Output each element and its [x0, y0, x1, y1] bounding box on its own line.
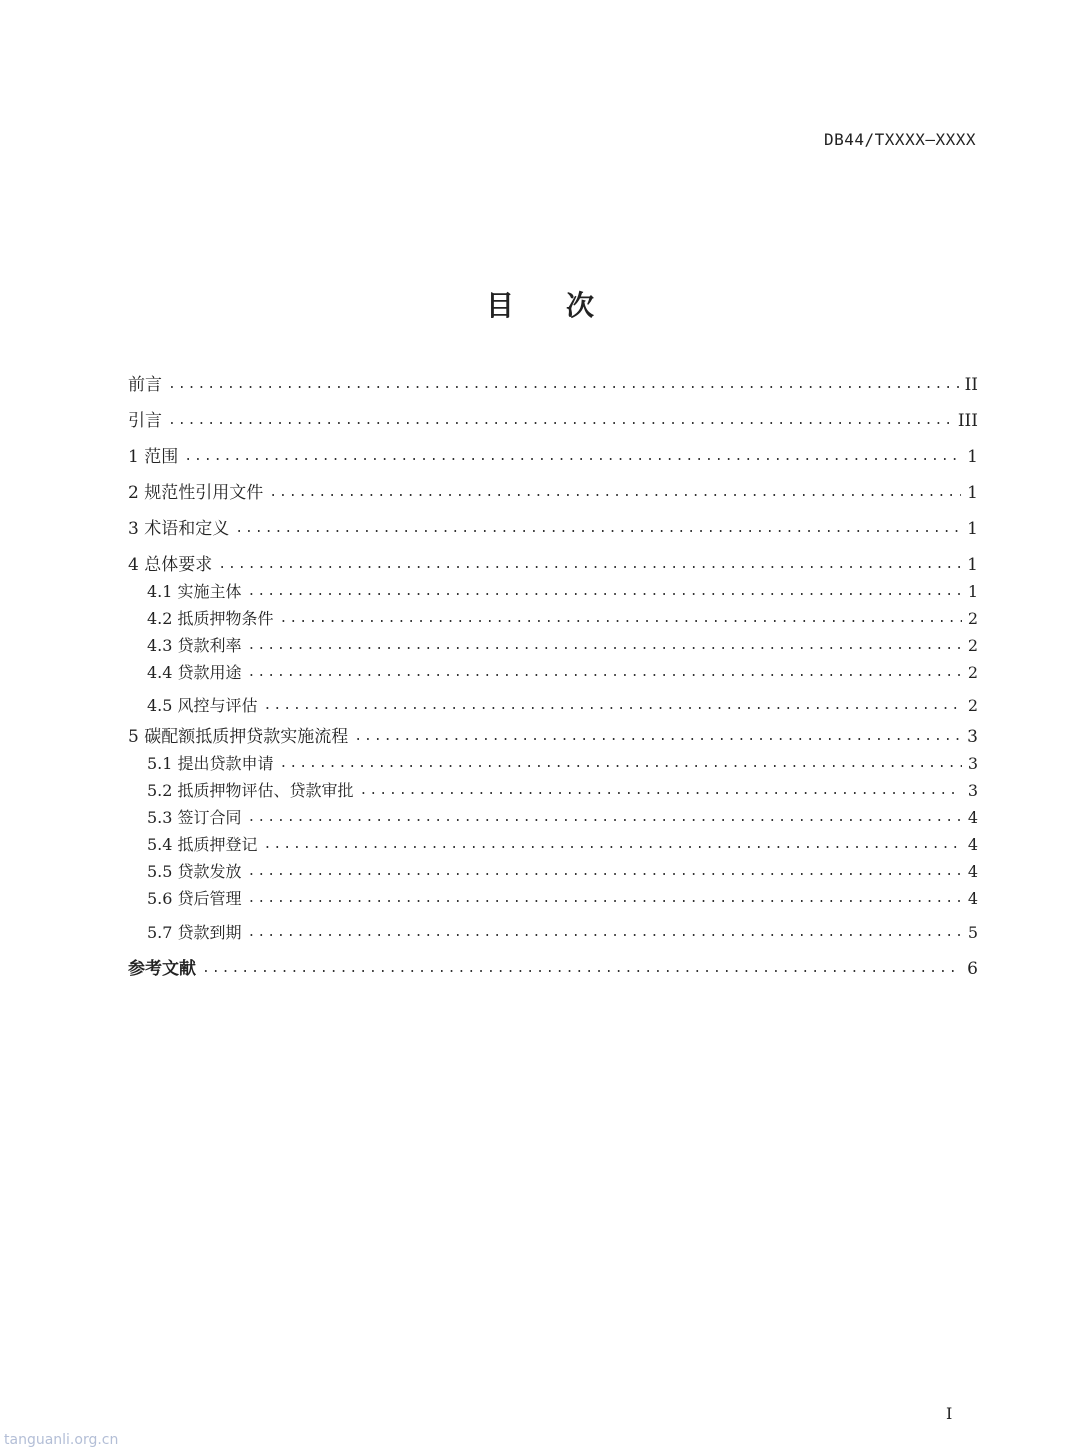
toc-entry[interactable]: [128, 468, 978, 504]
toc-entry-page: 2: [967, 696, 978, 715]
toc-entry-page: 1: [967, 483, 978, 503]
toc-subentry[interactable]: [128, 856, 978, 883]
toc-entry-label: 3 术语和定义: [128, 519, 230, 539]
toc-entry-label: 5.6 贷后管理: [147, 889, 242, 908]
toc-entry-references[interactable]: [128, 944, 978, 980]
toc-entry-label: 5.4 抵质押登记: [147, 835, 258, 854]
toc-entry-page: 4: [967, 808, 978, 827]
toc-leader-dots: [264, 695, 962, 717]
toc-leader-dots: [248, 888, 962, 910]
toc-entry-page: 2: [967, 636, 978, 655]
toc-entry-label: 5.7 贷款到期: [147, 923, 242, 942]
document-code: DB44/TXXXX—XXXX: [824, 130, 976, 149]
toc-subentry[interactable]: [128, 657, 978, 684]
toc-entry[interactable]: [128, 717, 978, 748]
toc-leader-dots: [248, 581, 962, 603]
table-of-contents: [128, 360, 978, 980]
toc-entry-label: 4.1 实施主体: [147, 582, 242, 601]
toc-subentry[interactable]: [128, 630, 978, 657]
toc-subentry[interactable]: [128, 603, 978, 630]
toc-entry-page: 4: [967, 862, 978, 881]
toc-leader-dots: [184, 446, 961, 468]
toc-entry[interactable]: [128, 540, 978, 576]
toc-entry[interactable]: [128, 396, 978, 432]
toc-entry-page: 2: [967, 609, 978, 628]
toc-title-char-1: 目: [485, 289, 514, 322]
toc-entry-label: 参考文献: [128, 959, 196, 979]
toc-entry-page: 2: [967, 663, 978, 682]
toc-leader-dots: [248, 922, 962, 944]
toc-subentry[interactable]: [128, 829, 978, 856]
toc-leader-dots: [264, 834, 962, 856]
toc-entry-page: 5: [967, 923, 978, 942]
toc-entry-label: 5 碳配额抵质押贷款实施流程: [128, 727, 349, 747]
toc-entry-label: 5.3 签订合同: [147, 808, 242, 827]
toc-entry-label: 5.5 贷款发放: [147, 862, 242, 881]
toc-entry[interactable]: [128, 432, 978, 468]
toc-entry-label: 前言: [128, 375, 162, 395]
toc-entry-page: 1: [967, 555, 978, 575]
toc-leader-dots: [218, 554, 961, 576]
toc-leader-dots: [168, 374, 959, 396]
toc-leader-dots: [248, 635, 962, 657]
toc-entry-page: 3: [967, 754, 978, 773]
toc-leader-dots: [235, 518, 961, 540]
toc-entry-page: 6: [967, 959, 978, 979]
toc-entry-page: 3: [967, 781, 978, 800]
toc-entry[interactable]: [128, 504, 978, 540]
toc-entry-page: 4: [967, 835, 978, 854]
toc-entry-label: 4.4 贷款用途: [147, 663, 242, 682]
watermark: tanguanli.org.cn: [4, 1432, 119, 1448]
toc-entry-page: 1: [967, 519, 978, 539]
toc-subentry[interactable]: [128, 684, 978, 717]
toc-entry-page: 3: [967, 727, 978, 747]
toc-leader-dots: [269, 482, 961, 504]
toc-subentry[interactable]: [128, 576, 978, 603]
toc-entry-label: 4.3 贷款利率: [147, 636, 242, 655]
toc-leader-dots: [354, 726, 961, 748]
toc-subentry[interactable]: [128, 775, 978, 802]
toc-leader-dots: [360, 780, 962, 802]
toc-leader-dots: [248, 861, 962, 883]
toc-leader-dots: [168, 410, 952, 432]
toc-subentry[interactable]: [128, 748, 978, 775]
toc-entry[interactable]: [128, 360, 978, 396]
toc-leader-dots: [202, 958, 961, 980]
toc-leader-dots: [248, 662, 962, 684]
toc-subentry[interactable]: [128, 883, 978, 910]
toc-entry-label: 1 范围: [128, 447, 179, 467]
toc-entry-label: 2 规范性引用文件: [128, 483, 264, 503]
toc-leader-dots: [280, 608, 962, 630]
toc-entry-label: 引言: [128, 411, 162, 431]
toc-title-char-2: 次: [566, 289, 595, 322]
toc-subentry[interactable]: [128, 802, 978, 829]
toc-entry-page: 1: [967, 447, 978, 467]
toc-title: [0, 284, 1080, 324]
toc-entry-page: III: [957, 411, 978, 431]
toc-entry-label: 4.2 抵质押物条件: [147, 609, 274, 628]
toc-leader-dots: [280, 753, 962, 775]
toc-entry-label: 5.1 提出贷款申请: [147, 754, 274, 773]
toc-entry-label: 4.5 风控与评估: [147, 696, 258, 715]
toc-subentry[interactable]: [128, 910, 978, 944]
toc-entry-page: II: [964, 375, 978, 395]
toc-entry-label: 4 总体要求: [128, 555, 213, 575]
toc-entry-page: 4: [967, 889, 978, 908]
toc-entry-label: 5.2 抵质押物评估、贷款审批: [147, 781, 354, 800]
page-number: I: [946, 1404, 953, 1423]
toc-entry-page: 1: [967, 582, 978, 601]
toc-leader-dots: [248, 807, 962, 829]
